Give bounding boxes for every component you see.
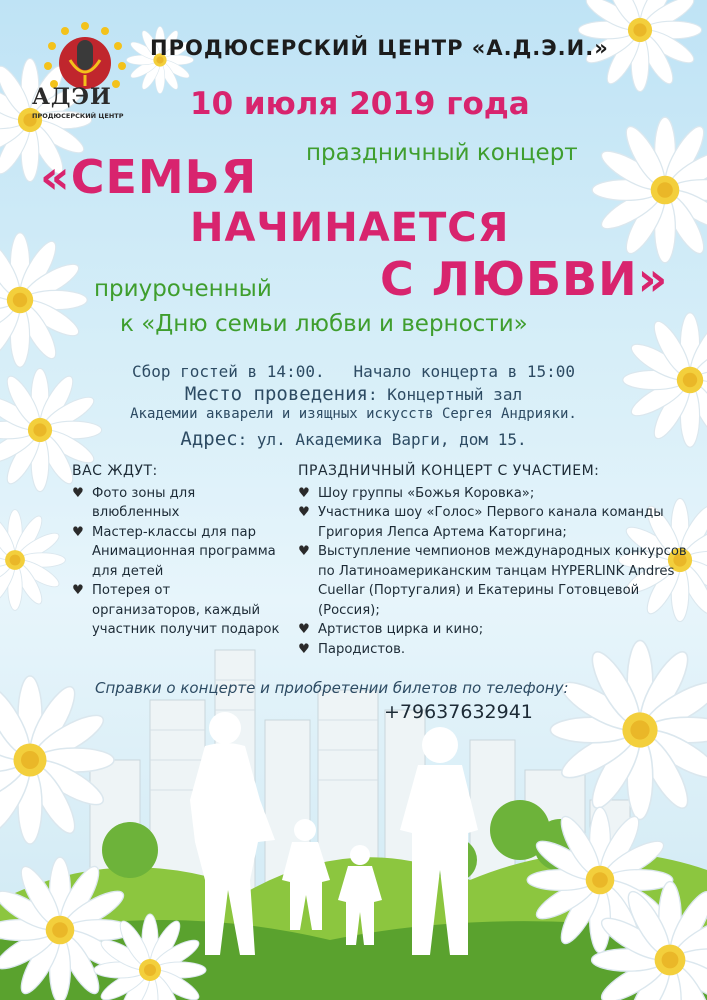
title-line-1: «СЕМЬЯ [40,150,258,204]
address-text: : ул. Академика Варги, дом 15. [237,430,527,449]
list-item: ♥ Фото зоны для влюбленных [72,484,282,523]
list-item: ♥ Участника шоу «Голос» Первого канала команды Григория Лепса Артема Каторгина; [298,503,698,542]
tickets-info: Справки о концерте и приобретении билетов по телефону: [95,679,569,697]
address-info [0,428,707,450]
logo-name: АДЭИ [32,84,112,110]
venue-info [0,383,707,405]
title-line-3: С ЛЮБВИ» [380,252,669,306]
performers-heading: ПРАЗДНИЧНЫЙ КОНЦЕРТ С УЧАСТИЕМ: [298,463,600,479]
list-item: ♥ Потерея от организаторов, каждый участник получит подарок [72,581,282,640]
list-item: ♥ Мастер-классы для пар Анимационная программа для детей [72,523,282,582]
dedication-line-1: приуроченный [94,276,272,302]
attractions-heading: ВАС ЖДУТ: [72,463,158,479]
address-label: Адрес [180,428,238,450]
logo-subtitle: ПРОДЮСЕРСКИЙ ЦЕНТР [32,112,124,120]
event-date: 10 июля 2019 года [190,86,530,122]
list-item: ♥ Шоу группы «Божья Коровка»; [298,484,698,504]
title-line-2: НАЧИНАЕТСЯ [190,205,510,251]
phone-number[interactable]: +79637632941 [384,701,533,723]
list-item: ♥ Выступление чемпионов международных конкурсов по Латиноамериканским танцам HYPERLINK Andres Cuellar (Португалия) и Екатерины Готовцевой (Россия); [298,542,698,620]
brand-title: ПРОДЮСЕРСКИЙ ЦЕНТР «А.Д.Э.И.» [150,36,609,60]
venue-label: Место проведения [184,383,368,405]
producer-logo [30,18,140,128]
time-info: Сбор гостей в 14:00. Начало концерта в 15:00 [131,362,576,381]
dedication-line-2: к «Дню семьи любви и верности» [120,311,528,337]
venue-text: : Концертный зал [367,385,523,404]
list-item: ♥ Пародистов. [298,640,698,660]
attractions-list [72,462,282,640]
list-item: ♥ Артистов цирка и кино; [298,620,698,640]
venue-name: Академии акварели и изящных искусств Сергея Андрияки. [130,406,577,422]
event-type: праздничный концерт [306,140,578,166]
performers-list [298,462,698,659]
